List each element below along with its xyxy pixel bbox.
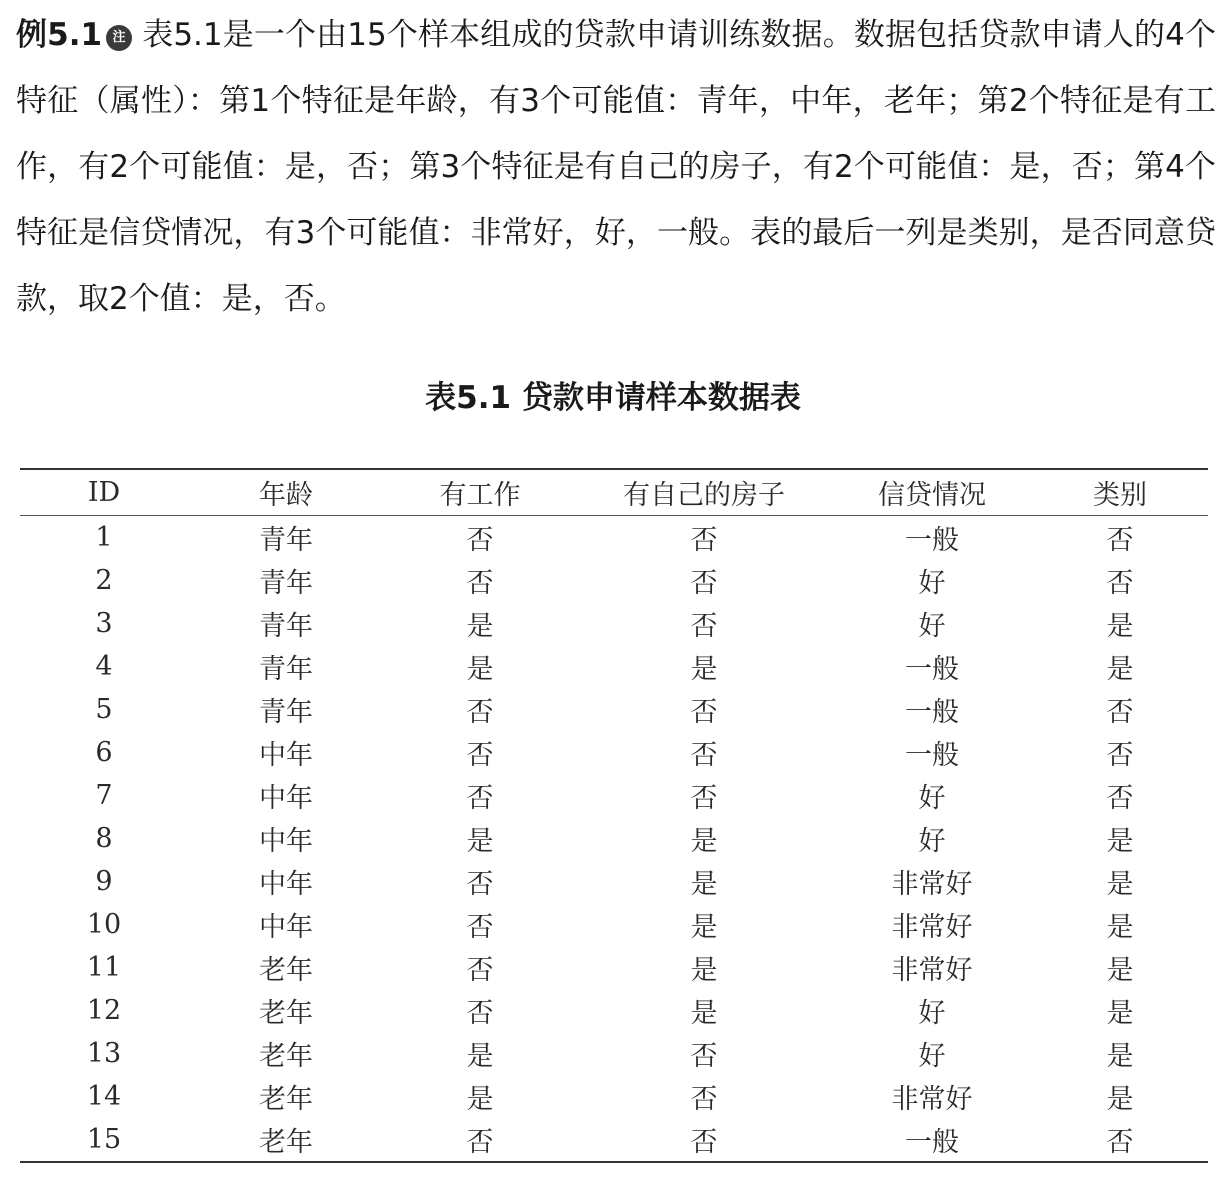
cell-class: 是 xyxy=(1106,654,1134,685)
cell-id: 11 xyxy=(86,952,122,983)
cell-age: 中年 xyxy=(259,783,313,814)
cell-has-job: 否 xyxy=(466,525,494,556)
cell-has-house: 是 xyxy=(690,912,718,943)
cell-credit: 好 xyxy=(918,1041,946,1072)
cell-class: 是 xyxy=(1106,826,1134,857)
cell-credit: 好 xyxy=(918,826,946,857)
cell-class: 是 xyxy=(1106,998,1134,1029)
cell-age: 青年 xyxy=(259,568,313,599)
cell-credit: 非常好 xyxy=(891,912,973,943)
table-row xyxy=(20,1118,1208,1162)
cell-has-house: 否 xyxy=(690,740,718,771)
table-title: 表5.1 贷款申请样本数据表 xyxy=(425,380,801,416)
table-row xyxy=(20,559,1208,602)
cell-class: 否 xyxy=(1106,525,1134,556)
table-row xyxy=(20,602,1208,645)
cell-class: 是 xyxy=(1106,1084,1134,1115)
cell-credit: 好 xyxy=(918,611,946,642)
header-id: ID xyxy=(87,477,121,508)
cell-id: 5 xyxy=(95,694,113,725)
cell-has-job: 否 xyxy=(466,955,494,986)
cell-credit: 好 xyxy=(918,998,946,1029)
header-class: 类别 xyxy=(1093,480,1147,511)
loan-sample-table xyxy=(20,468,1208,1163)
cell-class: 否 xyxy=(1106,697,1134,728)
cell-credit: 一般 xyxy=(905,525,959,556)
cell-has-job: 是 xyxy=(466,654,494,685)
cell-class: 否 xyxy=(1106,783,1134,814)
cell-has-house: 否 xyxy=(690,568,718,599)
cell-has-job: 否 xyxy=(466,740,494,771)
header-has-job: 有工作 xyxy=(439,480,521,511)
cell-has-house: 否 xyxy=(690,783,718,814)
table-row xyxy=(20,516,1208,560)
cell-has-job: 是 xyxy=(466,1041,494,1072)
cell-credit: 非常好 xyxy=(891,955,973,986)
table-body xyxy=(20,516,1208,1163)
cell-has-job: 是 xyxy=(466,826,494,857)
cell-age: 中年 xyxy=(259,869,313,900)
cell-has-house: 是 xyxy=(690,869,718,900)
cell-credit: 好 xyxy=(918,568,946,599)
cell-class: 否 xyxy=(1106,1127,1134,1158)
table-row xyxy=(20,1075,1208,1118)
cell-age: 中年 xyxy=(259,740,313,771)
cell-id: 10 xyxy=(86,909,122,940)
cell-id: 4 xyxy=(95,651,113,682)
note-icon[interactable]: 注 xyxy=(106,25,132,51)
cell-credit: 一般 xyxy=(905,697,959,728)
cell-has-job: 否 xyxy=(466,869,494,900)
table-row xyxy=(20,774,1208,817)
cell-credit: 非常好 xyxy=(891,869,973,900)
cell-age: 青年 xyxy=(259,611,313,642)
cell-has-house: 否 xyxy=(690,1127,718,1158)
cell-has-house: 是 xyxy=(690,955,718,986)
cell-id: 3 xyxy=(95,608,113,639)
cell-has-house: 是 xyxy=(690,654,718,685)
cell-age: 中年 xyxy=(259,826,313,857)
cell-has-house: 否 xyxy=(690,525,718,556)
cell-credit: 一般 xyxy=(905,740,959,771)
example-text: 表5.1是一个由15个样本组成的贷款申请训练数据。数据包括贷款申请人的4个特征（属性）：第1个特征是年龄，有3个可能值：青年，中年，老年；第2个特征是有工作，有2个可能值：是，否；第3个特征是有自己的房子，有2个可能值：是，否；第4个特征是信贷情况，有3个可能值：非常好，好，一般。表的最后一列是类别，是否同意贷款，取2个值：是，否。 xyxy=(16,17,1217,317)
cell-class: 是 xyxy=(1106,955,1134,986)
cell-credit: 一般 xyxy=(905,654,959,685)
header-has-house: 有自己的房子 xyxy=(623,480,785,511)
cell-credit: 一般 xyxy=(905,1127,959,1158)
table-row xyxy=(20,645,1208,688)
cell-has-job: 是 xyxy=(466,611,494,642)
cell-has-house: 否 xyxy=(690,1084,718,1115)
cell-id: 12 xyxy=(86,995,122,1026)
cell-age: 老年 xyxy=(259,1041,313,1072)
cell-has-job: 否 xyxy=(466,998,494,1029)
table-row xyxy=(20,989,1208,1032)
cell-id: 6 xyxy=(95,737,113,768)
cell-id: 2 xyxy=(95,565,113,596)
table-row xyxy=(20,688,1208,731)
cell-has-job: 是 xyxy=(466,1084,494,1115)
cell-age: 中年 xyxy=(259,912,313,943)
cell-class: 否 xyxy=(1106,740,1134,771)
cell-age: 老年 xyxy=(259,998,313,1029)
cell-id: 14 xyxy=(86,1081,122,1112)
table-row xyxy=(20,817,1208,860)
cell-age: 老年 xyxy=(259,1084,313,1115)
cell-id: 9 xyxy=(95,866,113,897)
cell-has-house: 否 xyxy=(690,1041,718,1072)
cell-has-house: 是 xyxy=(690,998,718,1029)
cell-has-house: 否 xyxy=(690,697,718,728)
cell-age: 青年 xyxy=(259,697,313,728)
cell-has-job: 否 xyxy=(466,1127,494,1158)
cell-class: 是 xyxy=(1106,611,1134,642)
cell-credit: 好 xyxy=(918,783,946,814)
cell-has-house: 是 xyxy=(690,826,718,857)
example-label: 例5.1 xyxy=(16,17,103,53)
cell-age: 老年 xyxy=(259,955,313,986)
table-row xyxy=(20,1032,1208,1075)
cell-id: 15 xyxy=(86,1124,122,1155)
table-row xyxy=(20,860,1208,903)
cell-has-house: 否 xyxy=(690,611,718,642)
table-row xyxy=(20,731,1208,774)
cell-class: 是 xyxy=(1106,1041,1134,1072)
example-paragraph xyxy=(16,2,1216,332)
cell-class: 是 xyxy=(1106,869,1134,900)
cell-class: 是 xyxy=(1106,912,1134,943)
header-age: 年龄 xyxy=(259,480,313,511)
cell-age: 青年 xyxy=(259,654,313,685)
table-row xyxy=(20,903,1208,946)
cell-has-job: 否 xyxy=(466,912,494,943)
cell-id: 1 xyxy=(95,522,113,553)
cell-id: 7 xyxy=(95,780,113,811)
cell-has-job: 否 xyxy=(466,568,494,599)
cell-credit: 非常好 xyxy=(891,1084,973,1115)
cell-age: 青年 xyxy=(259,525,313,556)
header-credit: 信贷情况 xyxy=(878,480,986,511)
cell-id: 8 xyxy=(95,823,113,854)
table-header-row xyxy=(20,469,1208,516)
cell-id: 13 xyxy=(86,1038,122,1069)
cell-age: 老年 xyxy=(259,1127,313,1158)
table-row xyxy=(20,946,1208,989)
cell-has-job: 否 xyxy=(466,783,494,814)
cell-has-job: 否 xyxy=(466,697,494,728)
cell-class: 否 xyxy=(1106,568,1134,599)
